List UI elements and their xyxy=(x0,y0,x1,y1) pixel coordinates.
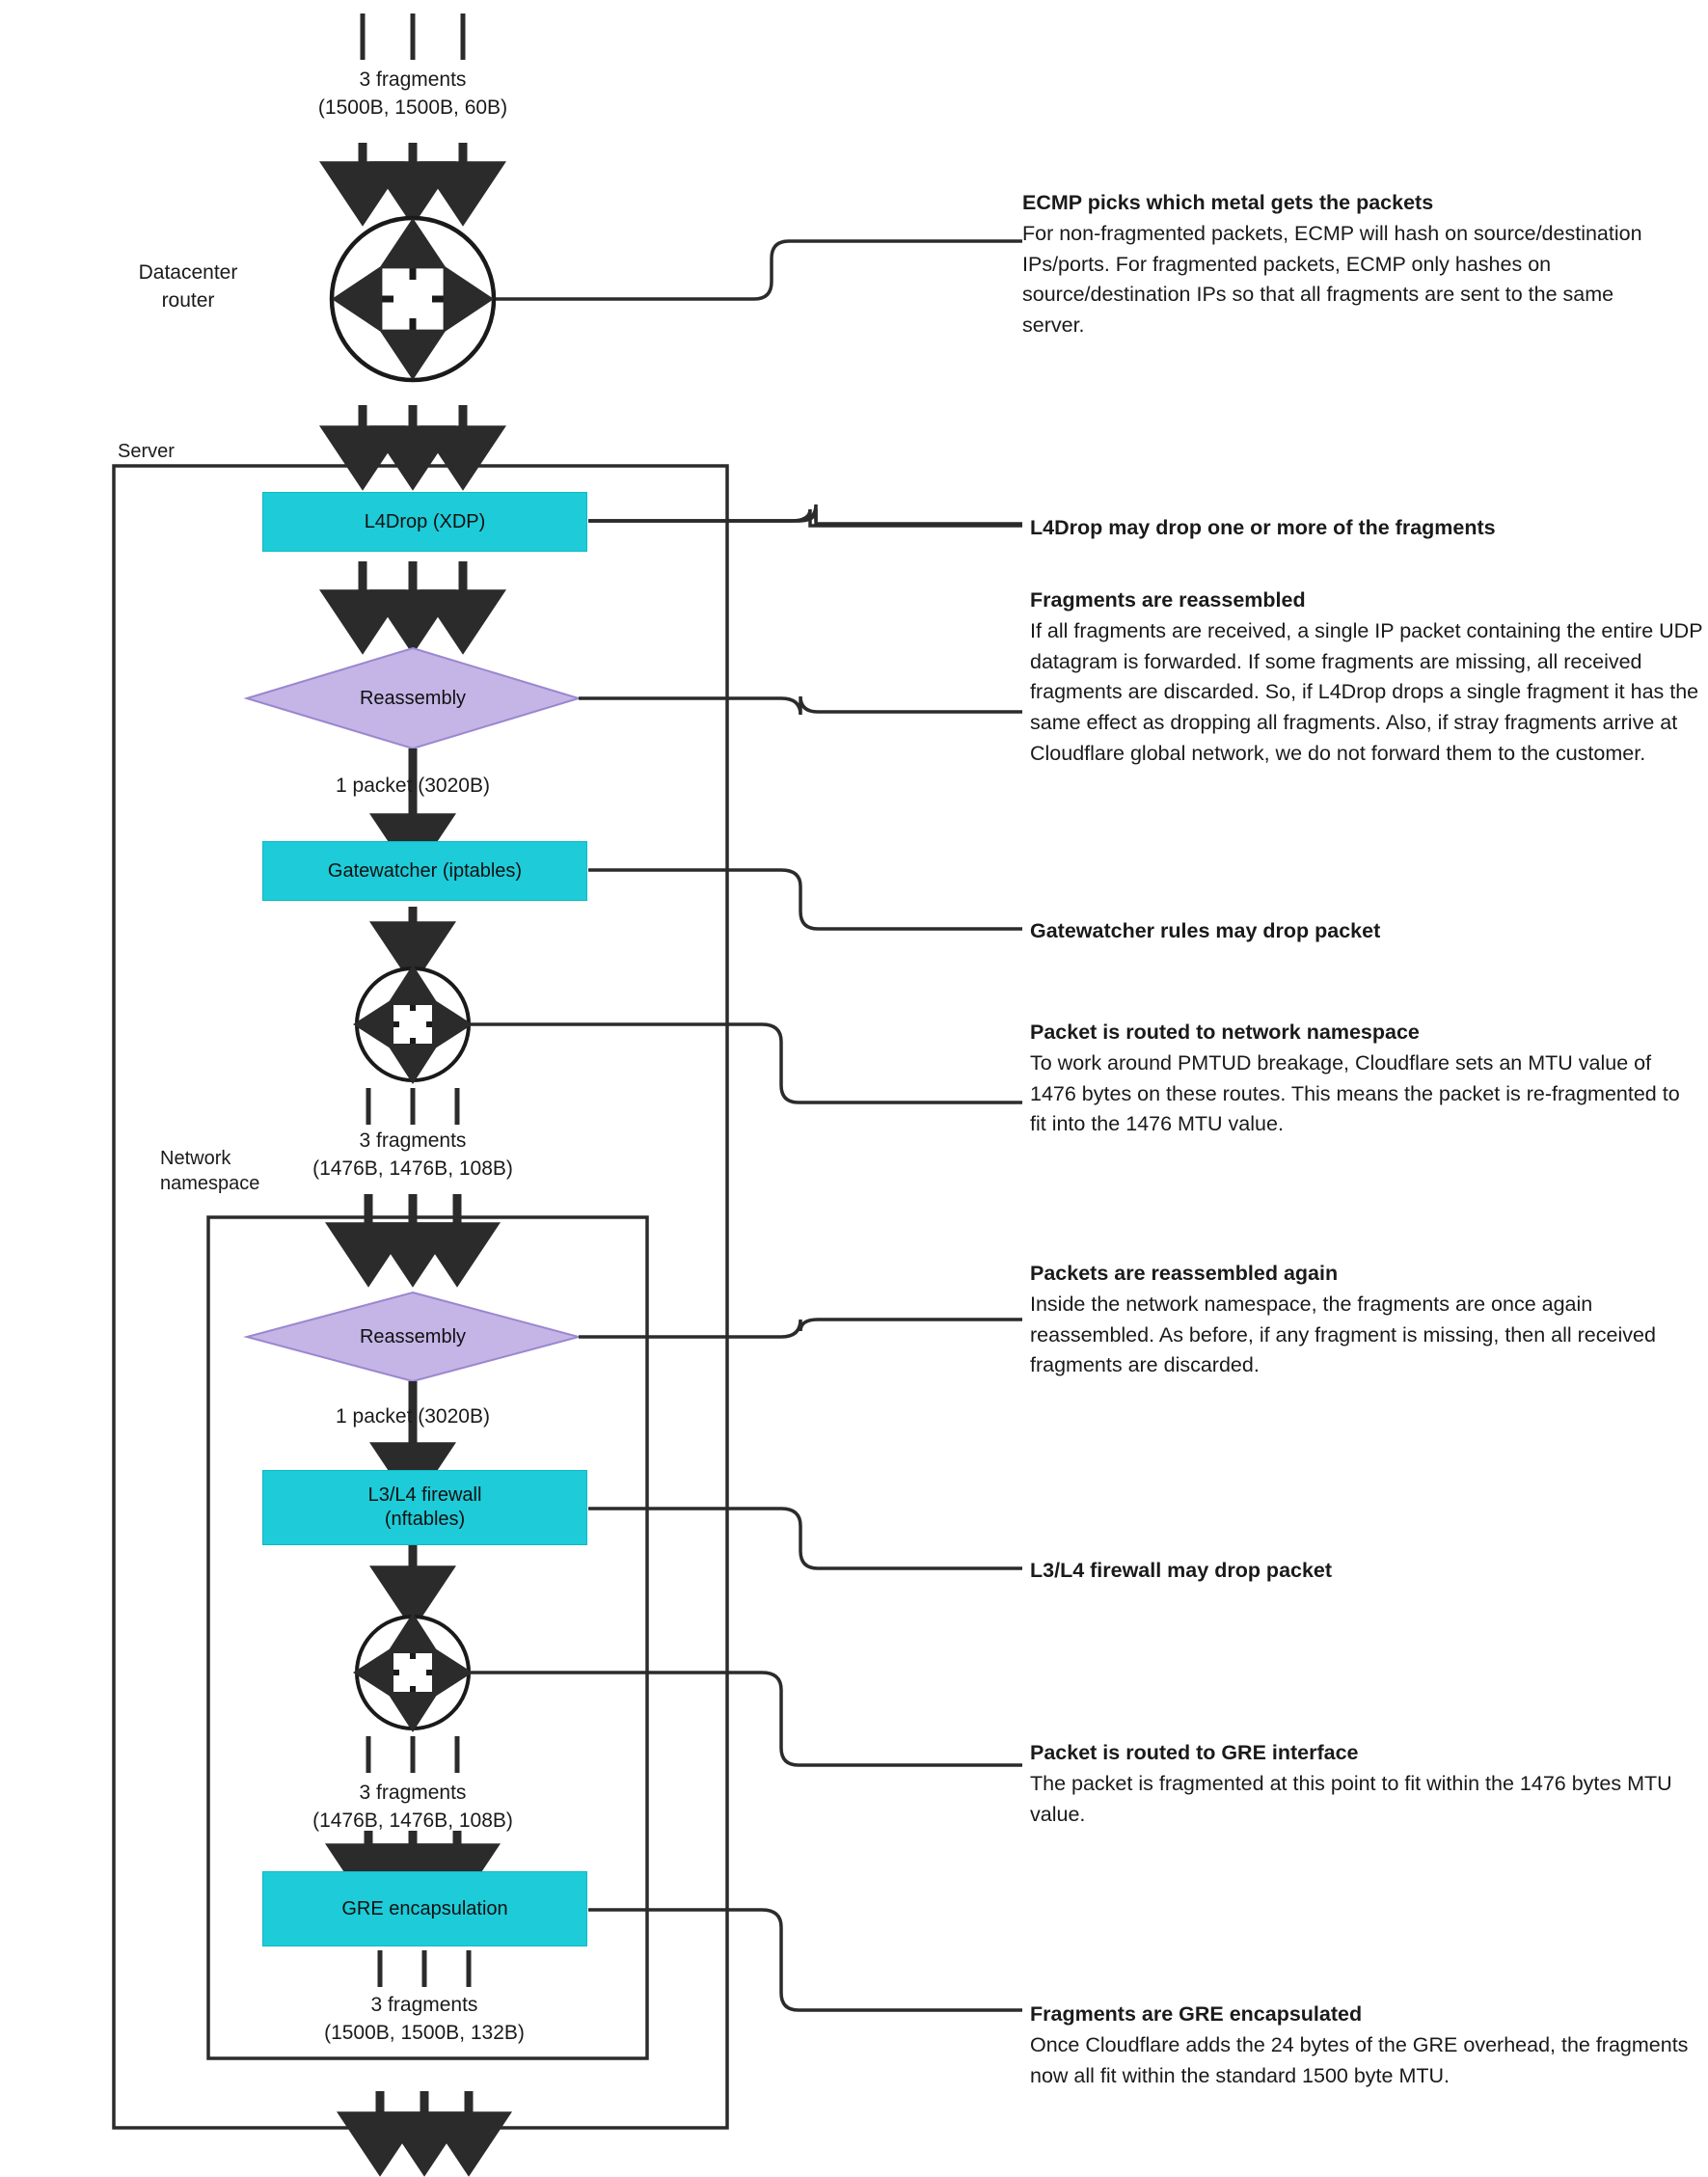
node-firewall-line1: L3/L4 firewall xyxy=(367,1484,482,1506)
fragment-ticks-after-gre xyxy=(380,1950,469,1987)
label-one-packet-1-text: 1 packet (3020B) xyxy=(336,775,490,797)
node-l4drop[interactable] xyxy=(262,492,587,552)
label-network-namespace xyxy=(160,1146,334,1196)
annotation-route-gre xyxy=(1030,1738,1705,1830)
annotation-l4drop xyxy=(1030,513,1686,544)
label-fragments-to-gre-line2: (1476B, 1476B, 108B) xyxy=(312,1810,513,1833)
label-one-packet-1 xyxy=(258,772,567,800)
annotation-gre-encap xyxy=(1030,2000,1705,2091)
annotation-firewall-title: L3/L4 firewall may drop packet xyxy=(1030,1559,1333,1582)
label-top-fragments-line1: 3 fragments xyxy=(359,68,467,91)
node-gre-label: GRE encapsulation xyxy=(341,1897,508,1919)
annotation-firewall xyxy=(1030,1556,1686,1587)
label-datacenter-router xyxy=(96,259,280,315)
arrows-router-to-server xyxy=(363,405,463,453)
annotation-ecmp-body: For non-fragmented packets, ECMP will hash on source/destination IPs/ports. For fragmented packets, ECMP only hashes on source/destination IPs so that all fragments are sent to the same server. xyxy=(1022,221,1642,338)
node-gatewatcher[interactable] xyxy=(262,841,587,901)
annotation-reassembly-2-body: Inside the network namespace, the fragments are once again reassembled. As before, if any fragment is missing, then all received fragments are discarded. xyxy=(1030,1292,1656,1377)
gre-router-icon xyxy=(357,1617,469,1728)
label-fragments-to-ns-line1: 3 fragments xyxy=(359,1129,467,1152)
node-firewall-line2: (nftables) xyxy=(384,1509,466,1530)
arrows-into-namespace xyxy=(368,1194,457,1250)
annotation-gatewatcher xyxy=(1030,916,1686,947)
fragment-ticks-after-router2 xyxy=(368,1088,457,1125)
label-one-packet-2 xyxy=(258,1402,567,1430)
label-top-fragments xyxy=(258,66,567,122)
annotation-ecmp-title: ECMP picks which metal gets the packets xyxy=(1022,191,1434,214)
label-top-fragments-line2: (1500B, 1500B, 60B) xyxy=(317,96,508,120)
annotation-gre-encap-title: Fragments are GRE encapsulated xyxy=(1030,2002,1363,2026)
top-fragment-ticks xyxy=(363,14,463,60)
annotation-route-namespace xyxy=(1030,1018,1695,1140)
label-netns-line2: namespace xyxy=(160,1173,260,1194)
reassembly-node-2 xyxy=(247,1293,579,1381)
node-gatewatcher-label: Gatewatcher (iptables) xyxy=(327,859,523,882)
arrows-to-router xyxy=(363,143,463,189)
label-datacenter-router-line2: router xyxy=(161,289,215,313)
label-fragments-to-gre-line1: 3 fragments xyxy=(359,1782,467,1804)
node-gre-encapsulation[interactable] xyxy=(262,1871,587,1946)
label-server-container xyxy=(118,439,175,464)
reassembly-1-text: Reassembly xyxy=(359,687,467,709)
fragment-ticks-after-router3 xyxy=(368,1736,457,1773)
annotation-route-namespace-title: Packet is routed to network namespace xyxy=(1030,1020,1420,1044)
label-fragments-out-line2: (1500B, 1500B, 132B) xyxy=(324,2022,525,2045)
label-fragments-out-line1: 3 fragments xyxy=(370,1994,478,2016)
annotation-gre-encap-body: Once Cloudflare adds the 24 bytes of the GRE overhead, the fragments now all fit within the standard 1500 byte MTU. xyxy=(1030,2032,1689,2087)
label-fragments-out xyxy=(270,1991,579,2048)
annotation-route-gre-body: The packet is fragmented at this point to fit within the 1476 bytes MTU value. xyxy=(1030,1771,1672,1826)
annotation-route-namespace-body: To work around PMTUD breakage, Cloudflare sets an MTU value of 1476 bytes on these routes. This means the packet is re-fragmented to fit into the 1476 MTU value. xyxy=(1030,1050,1680,1136)
label-datacenter-router-line1: Datacenter xyxy=(138,261,238,284)
annotation-reassembly-1 xyxy=(1030,585,1705,770)
annotation-reassembly-1-title: Fragments are reassembled xyxy=(1030,588,1306,612)
datacenter-router-icon xyxy=(332,218,494,380)
annotation-reassembly-2 xyxy=(1030,1259,1705,1381)
label-one-packet-2-text: 1 packet (3020B) xyxy=(336,1405,490,1428)
arrows-l4drop-to-reassembly xyxy=(363,561,463,617)
annotation-gatewatcher-title: Gatewatcher rules may drop packet xyxy=(1030,919,1381,942)
annotation-ecmp xyxy=(1022,188,1678,341)
annotation-reassembly-1-body: If all fragments are received, a single IP packet containing the entire UDP datagram is forwarded. If some fragments are missing, all received fragments are discarded. So, if L4Drop drops a single fragment it has the same effect as dropping all fragments. Also, if stray fragments arrive at Cloudflare global network, we do not forward them to the customer. xyxy=(1030,618,1703,766)
annotation-reassembly-2-title: Packets are reassembled again xyxy=(1030,1262,1339,1285)
label-fragments-to-ns-line2: (1476B, 1476B, 108B) xyxy=(312,1157,513,1181)
arrows-into-gre xyxy=(368,1831,457,1871)
reassembly-node-1 xyxy=(247,648,579,748)
namespace-router-icon xyxy=(357,968,469,1080)
label-netns-line1: Network xyxy=(160,1148,231,1169)
label-fragments-to-gre xyxy=(258,1779,567,1836)
reassembly-2-text: Reassembly xyxy=(359,1325,467,1347)
annotation-l4drop-title: L4Drop may drop one or more of the fragments xyxy=(1030,516,1496,539)
server-container-text: Server xyxy=(118,441,175,462)
annotation-route-gre-title: Packet is routed to GRE interface xyxy=(1030,1741,1359,1764)
node-l4drop-label: L4Drop (XDP) xyxy=(364,510,486,532)
node-l3l4-firewall[interactable] xyxy=(262,1470,587,1545)
arrows-out-bottom xyxy=(380,2091,469,2139)
